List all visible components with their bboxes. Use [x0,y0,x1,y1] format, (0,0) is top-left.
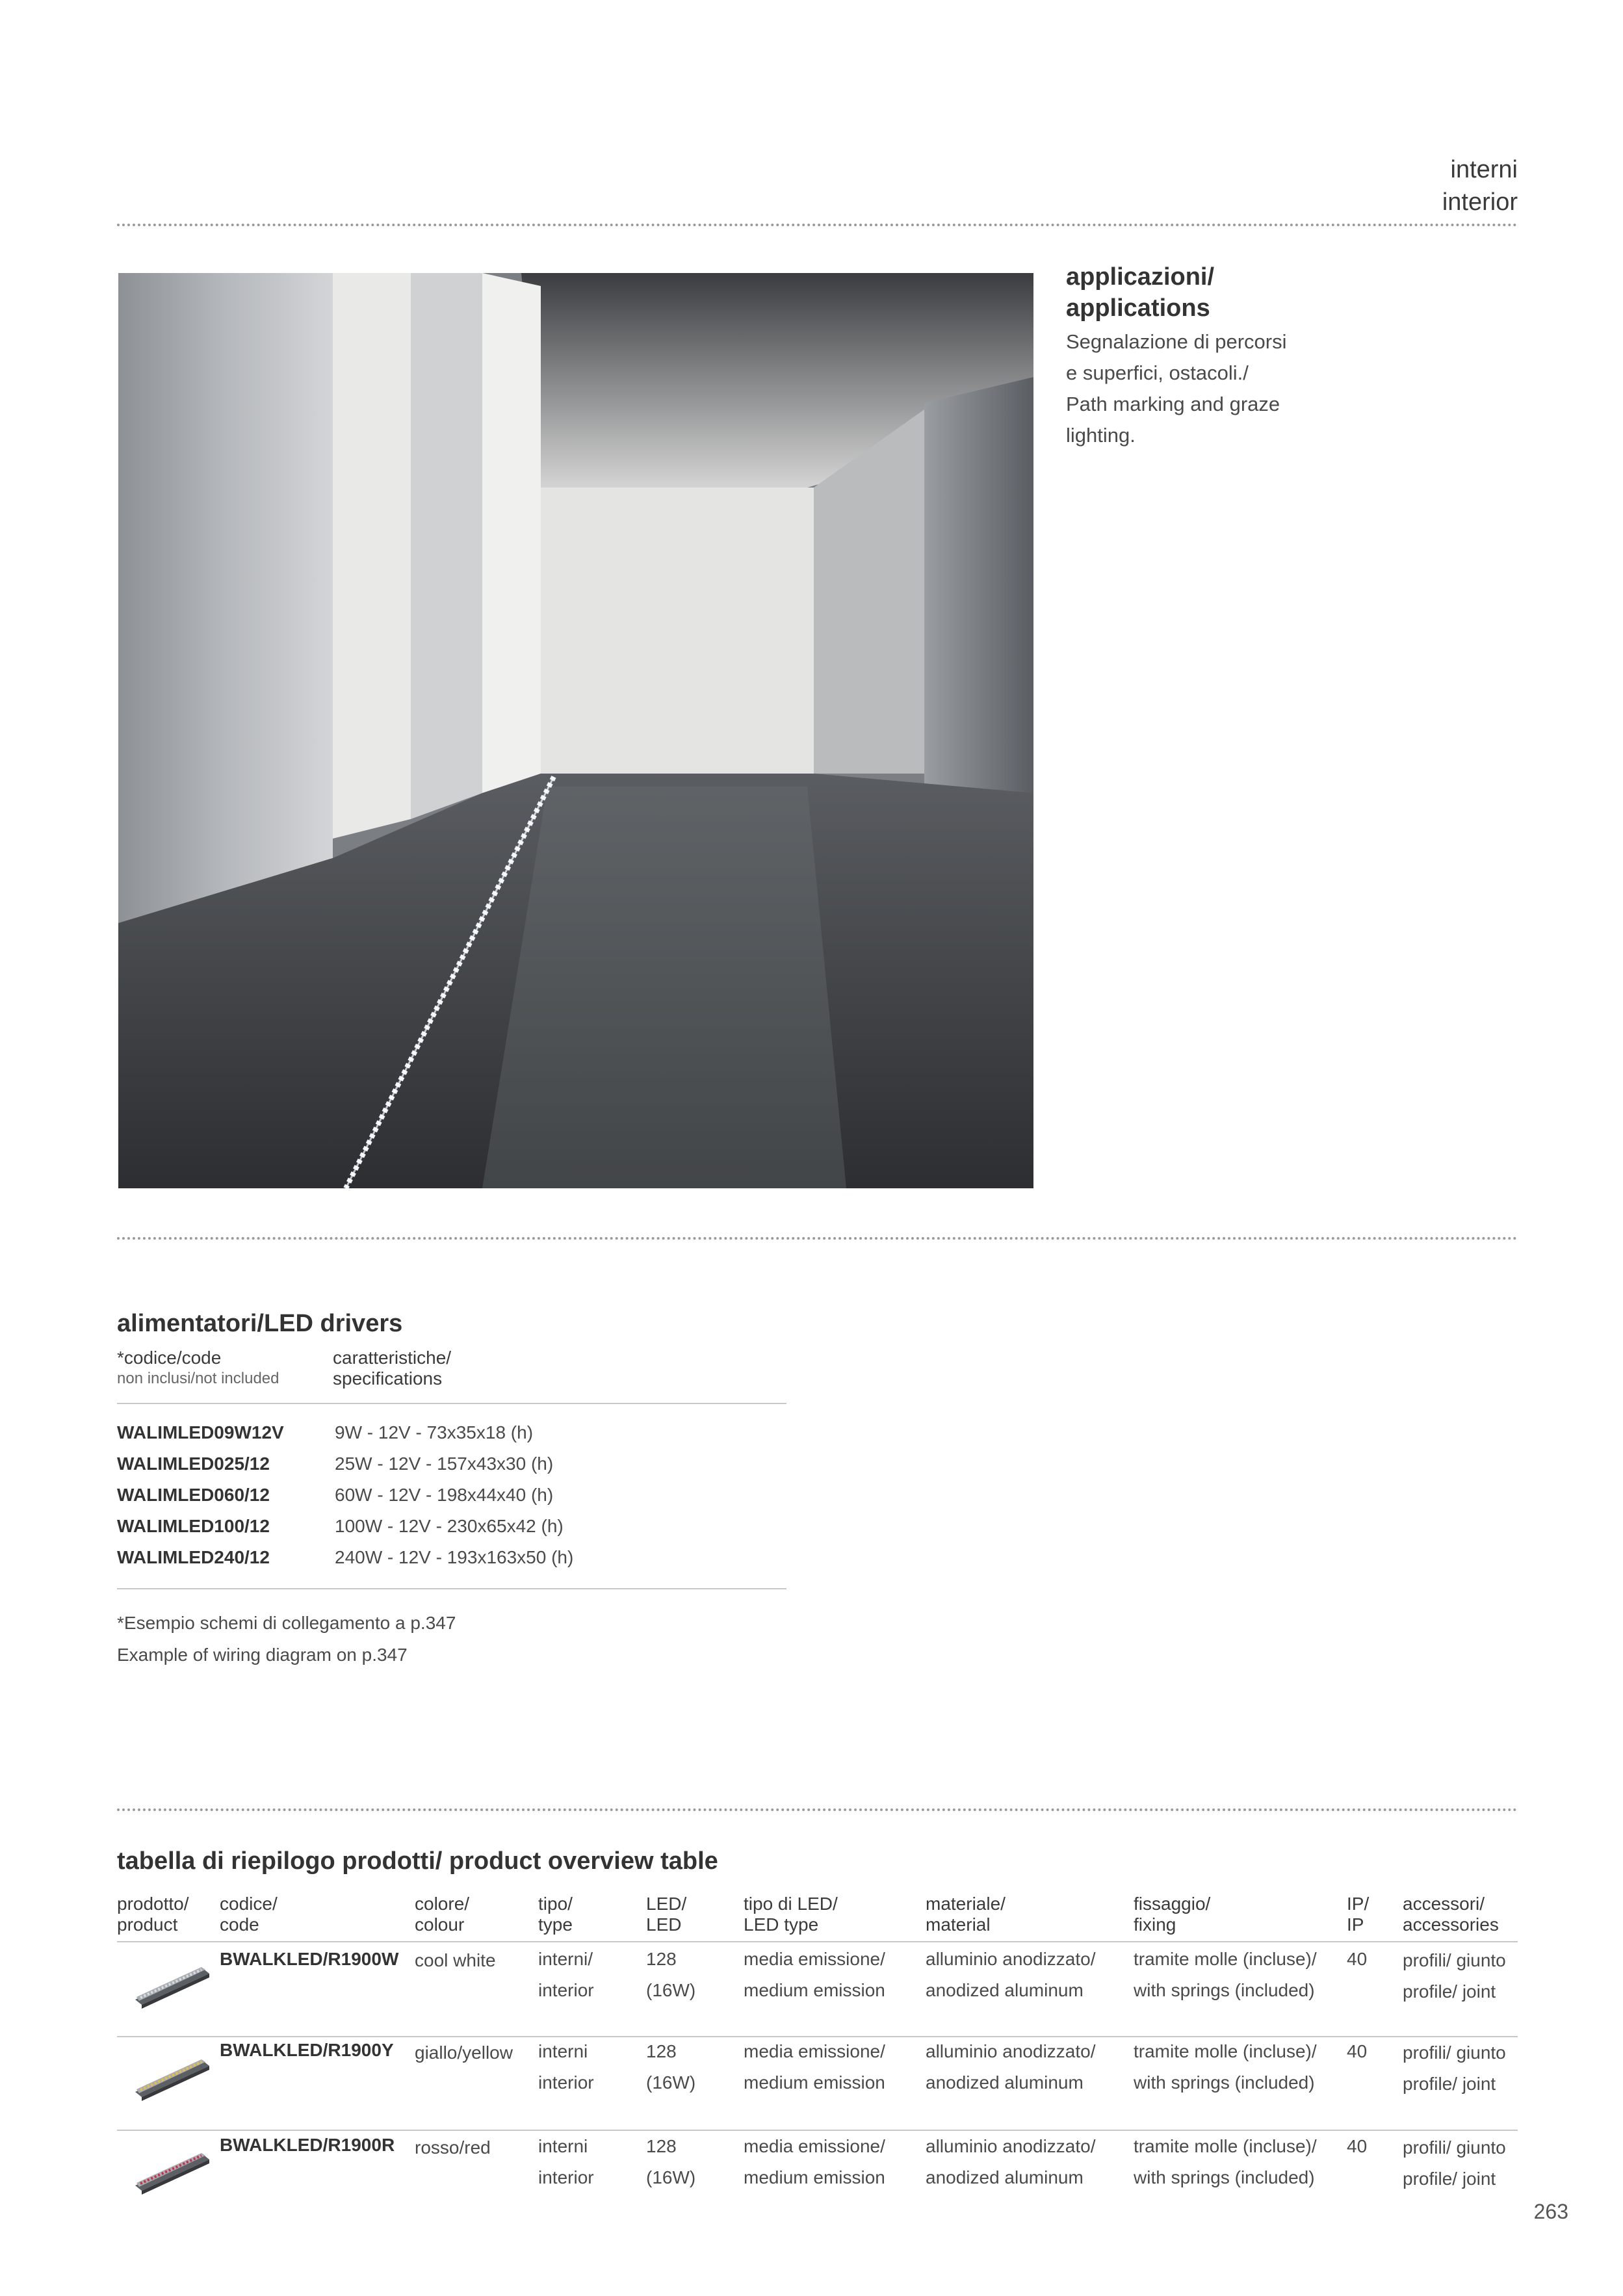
applications-line: Segnalazione di percorsi [1066,330,1287,353]
section-label [1442,153,1518,218]
product-type-line: interior [538,1980,594,2000]
product-code: BWALKLED/R1900Y [220,2040,394,2060]
driver-spec: 9W - 12V - 73x35x18 (h) [335,1422,534,1442]
col-header-line: tipo/ [538,1894,573,1914]
col-header-line: code [220,1914,259,1935]
applications-title-it: applicazioni/ [1066,263,1215,291]
driver-spec: 240W - 12V - 193x163x50 (h) [335,1547,574,1567]
applications-line: Path marking and graze [1066,393,1280,415]
divider [117,1808,1518,1811]
product-type [538,1944,594,2006]
product-material-line: alluminio anodizzato/ [926,1949,1096,1969]
drivers-col-code-header [117,1348,279,1389]
driver-code: WALIMLED100/12 [117,1516,270,1536]
wiring-note-it: *Esempio schemi di collegamento a p.347 [117,1613,456,1633]
wiring-note-en: Example of wiring diagram on p.347 [117,1645,408,1665]
product-fixing-line: with springs (included) [1134,2167,1315,2187]
driver-code: WALIMLED025/12 [117,1454,270,1474]
driver-code: WALIMLED09W12V [117,1422,284,1442]
drivers-code-sub: non inclusi/not included [117,1370,279,1387]
col-header-line: product [117,1914,178,1935]
col-header-line: fixing [1134,1914,1176,1935]
product-led [646,2131,695,2193]
col-header-line: tipo di LED/ [744,1894,838,1914]
col-header-line: materiale/ [926,1894,1006,1914]
product-material-line: anodized aluminum [926,2167,1084,2187]
page-number: 263 [1533,2200,1568,2223]
drivers-title: alimentatori/LED drivers [117,1310,403,1337]
col-header-colour [415,1894,469,1935]
drivers-spec-label-en: specifications [333,1368,443,1389]
product-accessories [1403,2132,1506,2195]
product-fixing [1134,2131,1317,2193]
product-type-line: interni/ [538,1949,593,1969]
product-led-type [744,1944,885,2006]
applications-text [1066,326,1339,451]
col-header-code [220,1894,278,1935]
driver-spec: 60W - 12V - 198x44x40 (h) [335,1485,554,1505]
product-type [538,2036,594,2098]
drivers-col-spec-header [333,1348,451,1389]
product-material [926,1944,1096,2006]
product-ip: 40 [1347,2041,1368,2061]
product-accessories-line: profile/ joint [1403,2074,1496,2094]
product-colour: giallo/yellow [415,2042,513,2063]
col-header-line: IP [1347,1914,1364,1935]
drivers-code-label: *codice/code [117,1348,222,1368]
product-led-type-line: media emissione/ [744,2041,885,2061]
product-thumbnail [130,2143,214,2201]
product-fixing-line: tramite molle (incluse)/ [1134,1949,1317,1969]
product-led [646,2036,695,2098]
product-colour: rosso/red [415,2137,491,2158]
table-rule [117,1941,1518,1942]
applications-line: e superfici, ostacoli./ [1066,361,1249,384]
col-header-material [926,1894,1006,1935]
product-led-type-line: medium emission [744,2167,885,2187]
col-header-line: LED/ [646,1894,687,1914]
driver-code: WALIMLED240/12 [117,1547,270,1567]
product-material-line: anodized aluminum [926,2072,1084,2093]
col-header-line: colour [415,1914,465,1935]
product-code: BWALKLED/R1900W [220,1949,399,1969]
col-header-line: type [538,1914,573,1935]
product-type-line: interni [538,2136,588,2156]
product-ip: 40 [1347,1949,1368,1969]
col-header-line: accessories [1403,1914,1499,1935]
product-material [926,2131,1096,2193]
applications-line: lighting. [1066,424,1136,447]
product-led [646,1944,695,2006]
col-header-accessories [1403,1894,1499,1935]
section-label-it: interni [1450,156,1518,183]
driver-spec: 100W - 12V - 230x65x42 (h) [335,1516,564,1536]
product-material [926,2036,1096,2098]
product-thumbnail [130,2049,214,2107]
product-led-line: (16W) [646,2167,696,2187]
product-type-line: interni [538,2041,588,2061]
product-led-line: 128 [646,1949,677,1969]
applications-block [1066,261,1339,451]
col-header-line: LED [646,1914,682,1935]
driver-spec: 25W - 12V - 157x43x30 (h) [335,1454,554,1474]
product-led-type-line: media emissione/ [744,1949,885,1969]
product-led-type [744,2036,885,2098]
product-accessories-line: profili/ giunto [1403,2137,1506,2158]
corridor-illustration [118,273,1033,1188]
col-header-led-type [744,1894,838,1935]
wiring-note [117,1607,456,1671]
product-ip: 40 [1347,2136,1368,2156]
product-fixing [1134,2036,1317,2098]
product-led-line: (16W) [646,2072,696,2093]
product-fixing-line: with springs (included) [1134,2072,1315,2093]
drivers-rule [117,1403,786,1404]
product-fixing-line: tramite molle (incluse)/ [1134,2041,1317,2061]
product-fixing [1134,1944,1317,2006]
col-header-product [117,1894,189,1935]
product-led-line: (16W) [646,1980,696,2000]
product-material-line: anodized aluminum [926,1980,1084,2000]
col-header-line: fissaggio/ [1134,1894,1211,1914]
overview-title: tabella di riepilogo prodotti/ product overview table [117,1847,718,1875]
product-thumbnail [130,1957,214,2015]
product-type-line: interior [538,2167,594,2187]
product-led-line: 128 [646,2136,677,2156]
product-led-type-line: medium emission [744,2072,885,2093]
col-header-line: codice/ [220,1894,278,1914]
product-led-type [744,2131,885,2193]
product-material-line: alluminio anodizzato/ [926,2041,1096,2061]
applications-title-en: applications [1066,294,1210,322]
driver-code: WALIMLED060/12 [117,1485,270,1505]
product-accessories [1403,2037,1506,2100]
product-accessories-line: profile/ joint [1403,1981,1496,2002]
product-type [538,2131,594,2193]
product-led-line: 128 [646,2041,677,2061]
col-header-fixing [1134,1894,1210,1935]
divider [117,1237,1518,1240]
product-code: BWALKLED/R1900R [220,2135,395,2155]
product-colour: cool white [415,1950,496,1970]
product-led-type-line: media emissione/ [744,2136,885,2156]
col-header-led [646,1894,686,1935]
section-label-en: interior [1442,189,1518,216]
col-header-ip [1347,1894,1369,1935]
product-type-line: interior [538,2072,594,2093]
col-header-line: prodotto/ [117,1894,189,1914]
drivers-rule [117,1588,786,1589]
divider [117,224,1518,226]
product-led-type-line: medium emission [744,1980,885,2000]
product-accessories-line: profile/ joint [1403,2169,1496,2189]
col-header-line: material [926,1914,991,1935]
col-header-line: colore/ [415,1894,470,1914]
product-material-line: alluminio anodizzato/ [926,2136,1096,2156]
product-accessories [1403,1945,1506,2007]
col-header-line: accessori/ [1403,1894,1485,1914]
product-accessories-line: profili/ giunto [1403,2042,1506,2063]
product-fixing-line: with springs (included) [1134,1980,1315,2000]
drivers-spec-label-it: caratteristiche/ [333,1348,452,1368]
col-header-line: LED type [744,1914,819,1935]
col-header-type [538,1894,573,1935]
col-header-line: IP/ [1347,1894,1370,1914]
product-fixing-line: tramite molle (incluse)/ [1134,2136,1317,2156]
corridor-photo [118,273,1033,1188]
product-accessories-line: profili/ giunto [1403,1950,1506,1970]
